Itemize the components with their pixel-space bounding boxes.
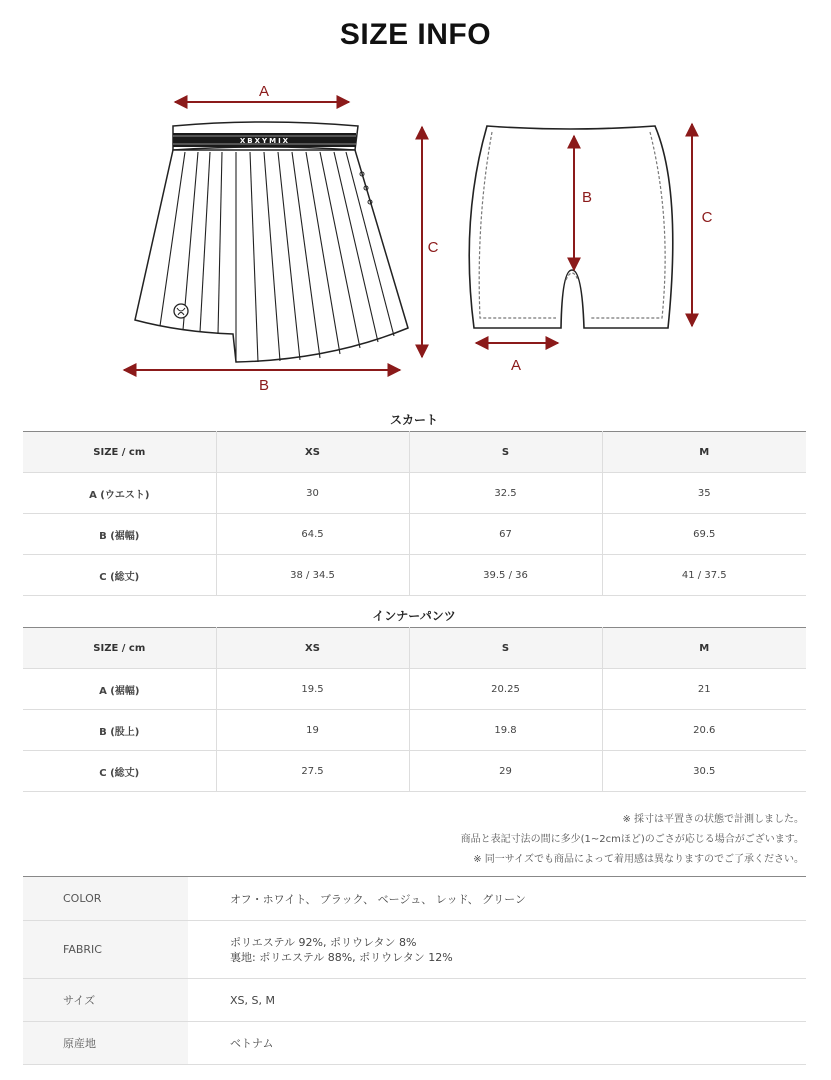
row-label: A (裾幅) bbox=[23, 669, 216, 710]
pants-dim-a: A bbox=[510, 357, 522, 374]
pants-illustration bbox=[469, 126, 673, 328]
table-cell: 32.5 bbox=[409, 473, 602, 514]
fabric-label: FABRIC bbox=[23, 921, 188, 979]
origin-label: 原産地 bbox=[23, 1022, 188, 1065]
table-cell: 38 / 34.5 bbox=[216, 555, 409, 596]
table-row bbox=[23, 669, 806, 710]
header-cell: M bbox=[602, 432, 806, 473]
info-row-origin bbox=[23, 1022, 806, 1065]
table-cell: 21 bbox=[602, 669, 806, 710]
size-diagram bbox=[0, 70, 831, 400]
note-line: 商品と表記寸法の間に多少(1~2cmほど)のごさが応じる場合がございます。 bbox=[460, 834, 804, 845]
table-cell: 35 bbox=[602, 473, 806, 514]
fabric-value-line: ポリエステル 92%, ポリウレタン 8% bbox=[230, 935, 417, 949]
table-cell: 20.25 bbox=[409, 669, 602, 710]
table-header-row bbox=[23, 432, 806, 473]
table-cell: 67 bbox=[409, 514, 602, 555]
measurement-notes bbox=[461, 810, 804, 870]
table-row bbox=[23, 473, 806, 514]
table-row bbox=[23, 751, 806, 792]
note-line: ※ 採寸は平置きの状態で計測しました。 bbox=[622, 814, 804, 825]
skirt-size-table bbox=[23, 431, 806, 596]
header-cell: SIZE / cm bbox=[23, 432, 216, 473]
header-cell: M bbox=[602, 628, 806, 669]
product-info-table bbox=[23, 876, 806, 1065]
table-cell: 19 bbox=[216, 710, 409, 751]
table-cell: 29 bbox=[409, 751, 602, 792]
table-cell: 30.5 bbox=[602, 751, 806, 792]
table-cell: 64.5 bbox=[216, 514, 409, 555]
header-cell: XS bbox=[216, 432, 409, 473]
skirt-table-caption: スカート bbox=[389, 413, 438, 427]
table-header-row bbox=[23, 628, 806, 669]
table-cell: 20.6 bbox=[602, 710, 806, 751]
fabric-value-line: 裏地: ポリエステル 88%, ポリウレタン 12% bbox=[230, 950, 453, 964]
page-title: SIZE INFO bbox=[339, 18, 492, 51]
color-value: オフ・ホワイト、 ブラック、 ベージュ、 レッド、 グリーン bbox=[188, 877, 806, 921]
size-value: XS, S, M bbox=[188, 979, 806, 1022]
pants-size-table bbox=[23, 627, 806, 792]
row-label: B (股上) bbox=[23, 710, 216, 751]
table-cell: 69.5 bbox=[602, 514, 806, 555]
table-cell: 39.5 / 36 bbox=[409, 555, 602, 596]
header-cell: SIZE / cm bbox=[23, 628, 216, 669]
color-label: COLOR bbox=[23, 877, 188, 921]
pants-table-caption: インナーパンツ bbox=[372, 609, 456, 623]
size-label: サイズ bbox=[23, 979, 188, 1022]
pants-dim-b: B bbox=[581, 189, 593, 206]
info-row-color bbox=[23, 877, 806, 921]
table-row bbox=[23, 514, 806, 555]
note-line: ※ 同一サイズでも商品によって着用感は異なりますのでご了承ください。 bbox=[473, 854, 804, 865]
skirt-dim-c: C bbox=[427, 239, 439, 256]
row-label: B (裾幅) bbox=[23, 514, 216, 555]
table-row bbox=[23, 710, 806, 751]
header-cell: S bbox=[409, 432, 602, 473]
skirt-illustration bbox=[135, 122, 408, 362]
row-label: C (総丈) bbox=[23, 555, 216, 596]
table-cell: 30 bbox=[216, 473, 409, 514]
skirt-dim-a: A bbox=[258, 83, 270, 100]
header-cell: S bbox=[409, 628, 602, 669]
info-row-size bbox=[23, 979, 806, 1022]
table-cell: 19.5 bbox=[216, 669, 409, 710]
fabric-value bbox=[188, 921, 806, 979]
origin-value: ベトナム bbox=[188, 1022, 806, 1065]
pants-dim-c: C bbox=[701, 209, 713, 226]
table-cell: 19.8 bbox=[409, 710, 602, 751]
table-cell: 41 / 37.5 bbox=[602, 555, 806, 596]
table-cell: 27.5 bbox=[216, 751, 409, 792]
info-row-fabric bbox=[23, 921, 806, 979]
skirt-dim-b: B bbox=[258, 377, 270, 394]
table-row bbox=[23, 555, 806, 596]
row-label: C (総丈) bbox=[23, 751, 216, 792]
header-cell: XS bbox=[216, 628, 409, 669]
brand-label: XBXYMIX bbox=[239, 137, 291, 145]
row-label: A (ウエスト) bbox=[23, 473, 216, 514]
